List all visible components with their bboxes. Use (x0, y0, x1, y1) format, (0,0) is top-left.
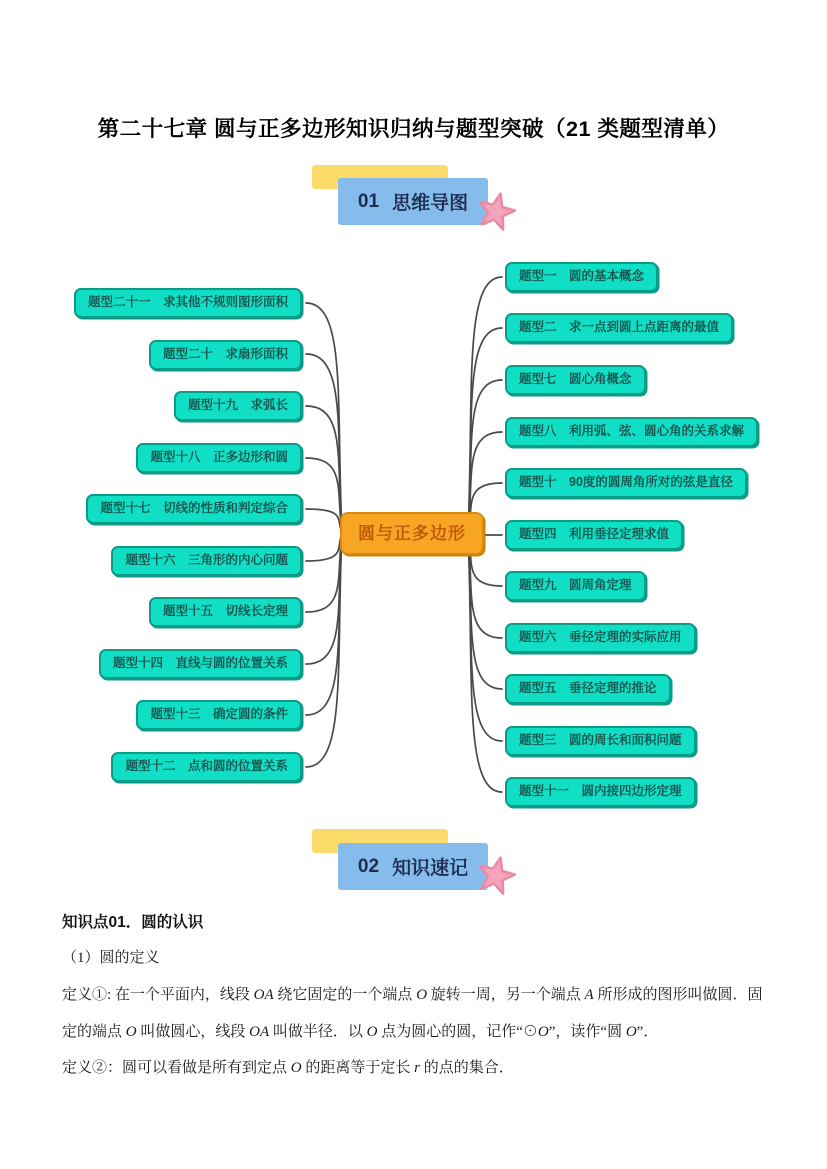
connector-line (306, 533, 342, 612)
mindmap-node-left-20: 题型二十 求扇形面积 (149, 340, 302, 370)
mindmap-node-right-7: 题型七 圆心角概念 (505, 365, 646, 395)
connector-line (306, 406, 342, 533)
star-icon (472, 188, 520, 236)
page-title: 第二十七章 圆与正多边形知识归纳与题型突破（21 类题型清单） (97, 117, 730, 141)
text-run: ”． (636, 1024, 659, 1040)
text-run: 叫做半径．以 (269, 1024, 367, 1040)
math-var: O (537, 1024, 549, 1040)
definition-subheading: （1）圆的定义 (62, 950, 160, 966)
text-run: 的点的集合． (419, 1060, 514, 1076)
section-banner-2 (338, 843, 488, 890)
mindmap-node-right-10: 题型十 90度的圆周角所对的弦是直径 (505, 468, 747, 498)
connector-line (468, 380, 502, 533)
mindmap-node-right-1: 题型一 圆的基本概念 (505, 262, 658, 292)
math-var: O (125, 1024, 137, 1040)
mindmap-node-left-19: 题型十九 求弧长 (174, 391, 302, 421)
math-var: O (625, 1024, 637, 1040)
mindmap-node-left-17: 题型十七 切线的性质和判定综合 (86, 494, 302, 524)
math-var: r (414, 1060, 420, 1076)
mindmap-node-left-18: 题型十八 正多边形和圆 (136, 443, 302, 473)
mindmap-center-node: 圆与正多边形 (340, 512, 484, 555)
connector-line (306, 303, 342, 533)
connector-line (468, 533, 502, 792)
math-var: A (584, 987, 594, 1003)
connector-line (306, 458, 342, 533)
section-label: 知识速记 (392, 858, 469, 879)
definition-line-2 (62, 1020, 768, 1041)
mindmap-node-right-5: 题型五 垂径定理的推论 (505, 674, 671, 704)
text-run: 的距离等于定长 (301, 1060, 415, 1076)
section-number: 01 (357, 190, 380, 212)
connector-line (306, 533, 342, 767)
connector-line (306, 354, 342, 533)
connector-line (306, 533, 342, 715)
knowledge-point-heading: 知识点01．圆的认识 (62, 914, 204, 931)
connector-line (468, 533, 502, 689)
math-var: O (366, 1024, 378, 1040)
math-var: O (290, 1060, 302, 1076)
text-run: 点为圆心的圆，记作“⊙ (377, 1024, 538, 1040)
section-banner-1 (338, 178, 488, 225)
math-var: O (416, 987, 428, 1003)
text-run: 叫做圆心，线段 (136, 1024, 250, 1040)
connector-line (468, 328, 502, 533)
text-run: 旋转一周，另一个端点 (427, 987, 585, 1003)
mindmap-node-left-12: 题型十二 点和圆的位置关系 (111, 752, 302, 782)
connector-line (306, 533, 342, 664)
mindmap-node-left-15: 题型十五 切线长定理 (149, 597, 302, 627)
mindmap-node-right-8: 题型八 利用弧、弦、圆心角的关系求解 (505, 417, 758, 447)
math-var: OA (253, 987, 274, 1003)
mindmap-node-right-2: 题型二 求一点到圆上点距离的最值 (505, 313, 733, 343)
mindmap-node-right-9: 题型九 圆周角定理 (505, 571, 646, 601)
connector-line (306, 533, 342, 561)
mindmap-node-left-14: 题型十四 直线与圆的位置关系 (99, 649, 302, 679)
text-run: 定的端点 (62, 1024, 126, 1040)
star-icon (472, 852, 520, 900)
definition-line-3 (62, 1056, 768, 1077)
mindmap-node-left-13: 题型十三 确定圆的条件 (136, 700, 302, 730)
mindmap-node-left-16: 题型十六 三角形的内心问题 (111, 546, 302, 576)
text-run: 定义①: 在一个平面内，线段 (62, 987, 254, 1003)
section-label: 思维导图 (392, 193, 469, 214)
text-run: ”，读作“圆 (548, 1024, 626, 1040)
text-run: 定义②：圆可以看做是所有到定点 (62, 1060, 291, 1076)
mindmap-node-right-11: 题型十一 圆内接四边形定理 (505, 777, 696, 807)
text-run: 所形成的图形叫做圆．固 (593, 987, 763, 1003)
mindmap-node-left-21: 题型二十一 求其他不规则图形面积 (74, 288, 302, 318)
mindmap-node-right-3: 题型三 圆的周长和面积问题 (505, 726, 696, 756)
section-number: 02 (357, 855, 380, 877)
definition-line-1 (62, 983, 768, 1004)
connector-line (306, 509, 342, 533)
connector-line (468, 277, 502, 533)
mindmap-node-right-4: 题型四 利用垂径定理求值 (505, 520, 683, 550)
text-run: 绕它固定的一个端点 (273, 987, 417, 1003)
math-var: OA (249, 1024, 270, 1040)
mindmap-node-right-6: 题型六 垂径定理的实际应用 (505, 623, 696, 653)
connector-line (468, 533, 502, 741)
